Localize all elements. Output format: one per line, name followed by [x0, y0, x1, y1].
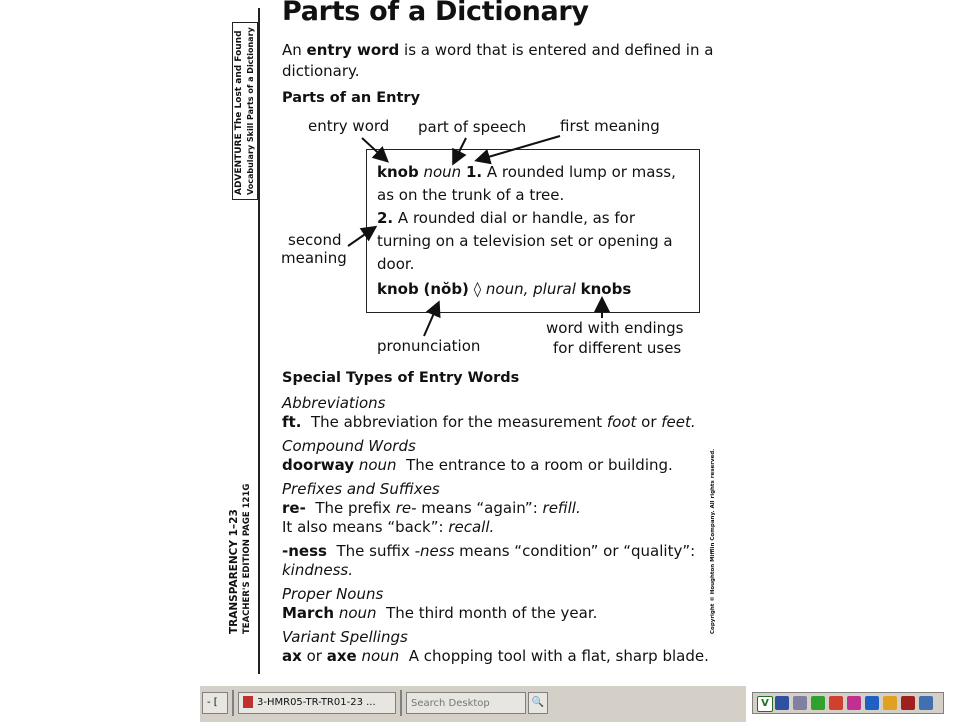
example-prefix-2: It also means “back”: recall. — [282, 518, 495, 536]
copyright-notice: Copyright © Houghton Mifflin Company. All rights reserved. — [710, 448, 716, 634]
example-compound: doorway noun The entrance to a room or building. — [282, 456, 673, 474]
search-button[interactable] — [528, 692, 548, 714]
category-compound: Compound Words — [282, 437, 416, 455]
taskbar-separator — [232, 690, 234, 716]
adventure-label: ADVENTURE The Lost and Found Vocabulary Skill Parts of a Dictionary — [232, 22, 258, 200]
tray-v-icon[interactable]: V — [757, 696, 773, 712]
entry-line-3: 2. A rounded dial or handle, as for — [377, 209, 636, 227]
example-suffix-1: -ness The suffix -ness means “condition” or “quality”: — [282, 542, 696, 560]
label-entry-word: entry word — [308, 117, 390, 135]
label-pronunciation: pronunciation — [377, 337, 481, 355]
entry-line-6: knob (nŏb) ◊ noun, plural knobs — [377, 280, 632, 298]
transparency-label: TRANSPARENCY 1–23 TEACHER'S EDITION PAGE 121G — [228, 483, 252, 634]
tray-volume-icon[interactable] — [793, 696, 807, 710]
search-desktop-input[interactable] — [406, 692, 526, 714]
category-proper: Proper Nouns — [282, 585, 384, 603]
tray-alert-icon[interactable] — [901, 696, 915, 710]
search-icon: 🔍 — [531, 697, 545, 708]
entry-line-4: turning on a television set or opening a — [377, 232, 673, 250]
tray-update-icon[interactable] — [865, 696, 879, 710]
special-heading: Special Types of Entry Words — [282, 370, 520, 386]
label-part-of-speech: part of speech — [418, 118, 527, 136]
example-abbreviation: ft. The abbreviation for the measurement foot or feet. — [282, 413, 696, 431]
entry-line-2: as on the trunk of a tree. — [377, 186, 565, 204]
system-tray — [752, 692, 944, 714]
taskbar-separator-2 — [400, 690, 402, 716]
intro-text: An entry word is a word that is entered and defined in a dictionary. — [282, 41, 714, 80]
pdf-icon — [243, 696, 253, 708]
margin-rule — [258, 8, 260, 674]
taskbar-item-1[interactable]: - [ — [202, 692, 228, 714]
category-abbreviations: Abbreviations — [282, 394, 386, 412]
entry-line-1: knob noun 1. A rounded lump or mass, — [377, 163, 676, 181]
example-variant: ax or axe noun A chopping tool with a flat, sharp blade. — [282, 647, 709, 665]
label-endings-1: word with endings — [546, 319, 684, 337]
taskbar — [200, 684, 769, 722]
taskbar-item-document[interactable]: 3-HMR05-TR-TR01-23 ... — [238, 692, 396, 714]
label-first-meaning: first meaning — [560, 117, 660, 135]
example-proper: March noun The third month of the year. — [282, 604, 598, 622]
tray-notify-icon[interactable] — [883, 696, 897, 710]
tray-chat-icon[interactable] — [847, 696, 861, 710]
tray-display-icon[interactable] — [919, 696, 933, 710]
label-meaning: meaning — [281, 249, 347, 267]
page-title: Parts of a Dictionary — [282, 0, 589, 27]
label-endings-2: for different uses — [553, 339, 682, 357]
label-second: second — [288, 231, 342, 249]
parts-heading: Parts of an Entry — [282, 90, 421, 106]
category-variant: Variant Spellings — [282, 628, 408, 646]
tray-network-icon[interactable] — [775, 696, 789, 710]
tray-security-icon[interactable] — [829, 696, 843, 710]
example-prefix-1: re- The prefix re- means “again”: refill. — [282, 499, 581, 517]
tray-app-icon[interactable] — [811, 696, 825, 710]
example-suffix-2: kindness. — [282, 561, 354, 579]
category-prefixes: Prefixes and Suffixes — [282, 480, 440, 498]
entry-line-5: door. — [377, 255, 415, 273]
